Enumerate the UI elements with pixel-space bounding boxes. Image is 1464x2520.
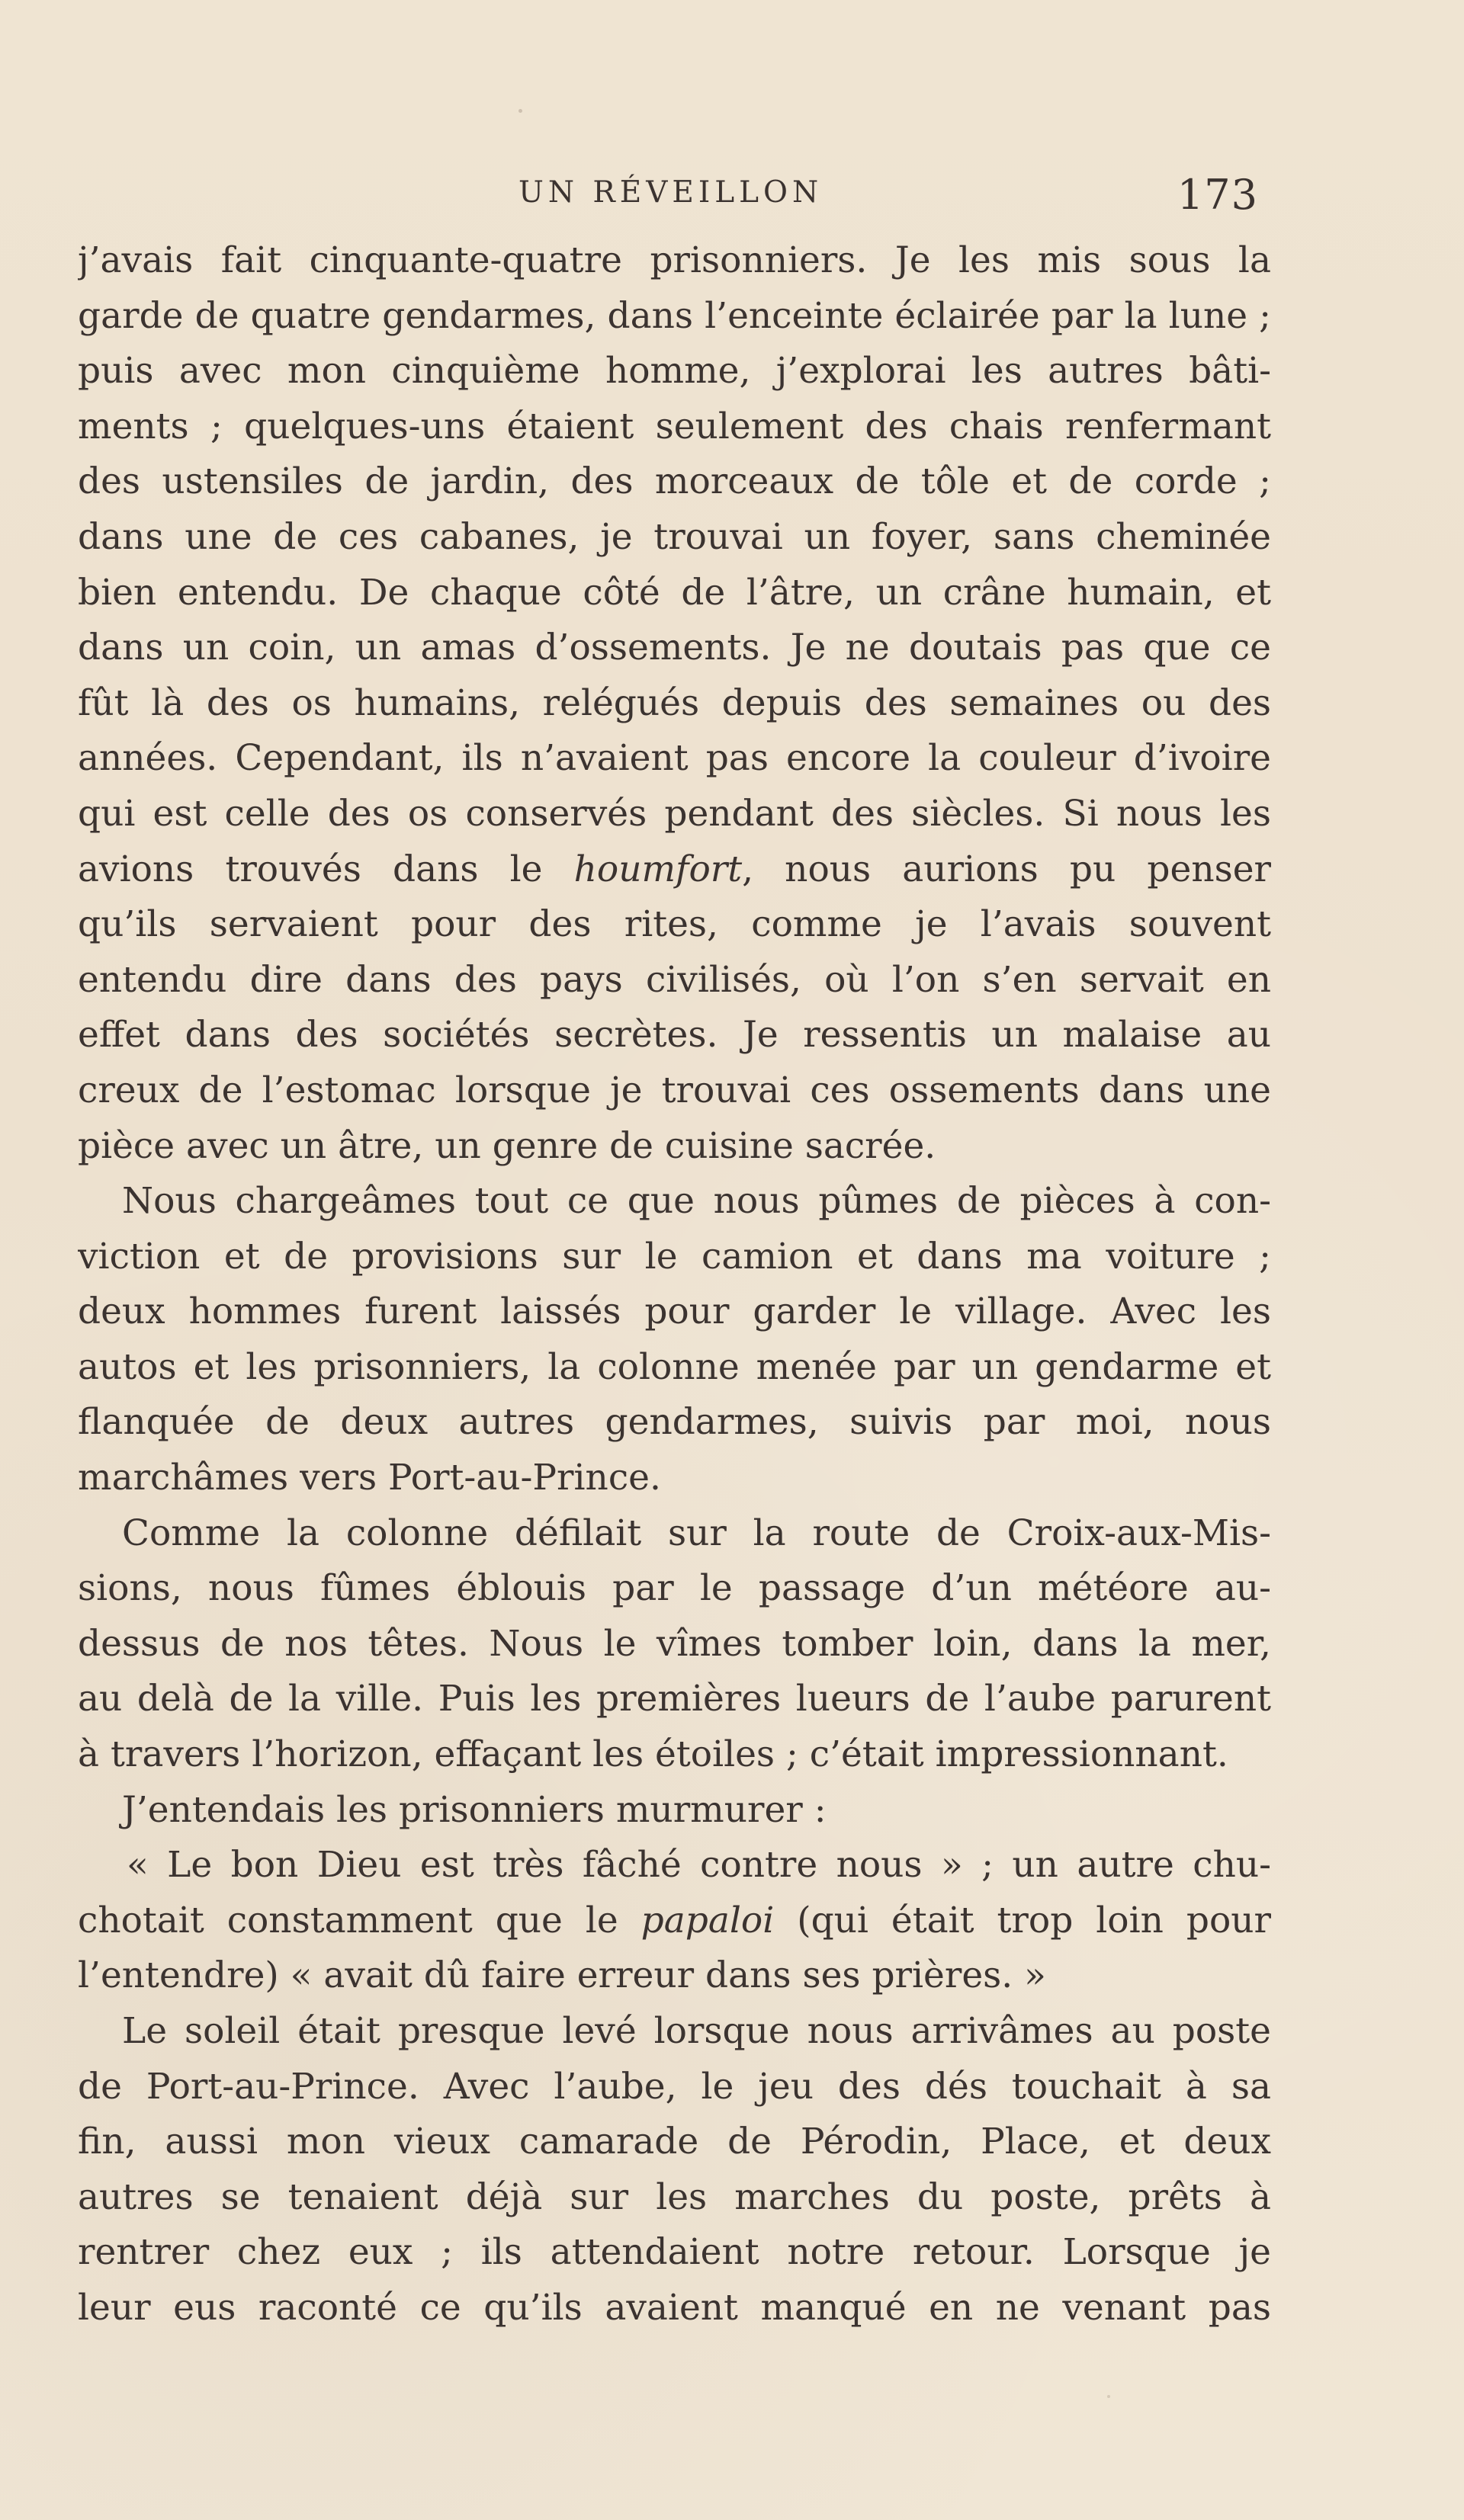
text-segment: chotait constamment que le: [78, 1899, 641, 1941]
text-line: [78, 1893, 1271, 1949]
text-segment: Comme la colonne défilait sur la route de Croix-aux-Mis-: [122, 1512, 1271, 1554]
text-line: [78, 1506, 1271, 1562]
text-line: [78, 2281, 1271, 2336]
text-line: [78, 1119, 1271, 1175]
text-segment: flanquée de deux autres gendarmes, suivis par moi, nous: [78, 1401, 1271, 1444]
text-segment: dans un coin, un amas d’ossements. Je ne doutais pas que ce: [78, 627, 1271, 669]
text-line: [78, 842, 1271, 898]
text-line: [78, 2004, 1271, 2060]
text-segment: rentrer chez eux ; ils attendaient notre retour. Lorsque je: [78, 2231, 1271, 2274]
text-segment: ments ; quelques-uns étaient seulement des chais renfermant: [78, 405, 1271, 447]
text-segment: années. Cependant, ils n’avaient pas encore la couleur d’ivoire: [78, 737, 1271, 780]
text-segment: l’entendre) « avait dû faire erreur dans ses prières. »: [78, 1954, 1046, 1997]
text-line: [78, 1395, 1271, 1451]
italic-word: houmfort: [573, 848, 743, 890]
text-segment: avions trouvés dans le: [78, 848, 574, 890]
text-segment: Le soleil était presque levé lorsque nous arrivâmes au poste: [122, 2010, 1271, 2052]
text-line: [78, 510, 1271, 566]
text-line: [78, 1672, 1271, 1727]
text-line: [78, 1230, 1271, 1285]
text-line: [78, 787, 1271, 842]
text-segment: qu’ils servaient pour des rites, comme je l’avais souvent: [78, 903, 1271, 946]
text-segment: creux de l’estomac lorsque je trouvai ces ossements dans une: [78, 1069, 1271, 1111]
text-line: [78, 731, 1271, 787]
text-line: [78, 2114, 1271, 2170]
text-line: [78, 566, 1271, 621]
text-line: [78, 1174, 1271, 1230]
text-segment: fin, aussi mon vieux camarade de Pérodin, Place, et deux: [78, 2121, 1271, 2163]
text-segment: (qui était trop loin pour: [774, 1899, 1271, 1941]
text-segment: entendu dire dans des pays civilisés, où l’on s’en servait en: [78, 958, 1271, 1001]
text-line: [78, 1617, 1271, 1672]
paper-speck: [518, 109, 522, 113]
text-line: [78, 1948, 1271, 2004]
text-segment: autos et les prisonniers, la colonne menée par un gendarme et: [78, 1345, 1271, 1388]
text-line: [78, 233, 1271, 289]
text-line: [78, 953, 1271, 1008]
text-segment: Nous chargeâmes tout ce que nous pûmes de pièces à con-: [122, 1180, 1271, 1223]
italic-word: papaloi: [640, 1899, 775, 1941]
text-segment: puis avec mon cinquième homme, j’explorai les autres bâti-: [78, 350, 1271, 393]
text-segment: dans une de ces cabanes, je trouvai un foyer, sans cheminée: [78, 515, 1271, 558]
text-segment: sions, nous fûmes éblouis par le passage d’un météore au-: [78, 1567, 1271, 1610]
text-segment: viction et de provisions sur le camion et dans ma voiture ;: [78, 1235, 1271, 1278]
text-line: [78, 454, 1271, 510]
text-line: [78, 399, 1271, 455]
text-segment: des ustensiles de jardin, des morceaux de tôle et de corde ;: [78, 460, 1271, 503]
text-segment: de Port-au-Prince. Avec l’aube, le jeu des dés touchait à sa: [78, 2065, 1271, 2108]
text-segment: marchâmes vers Port-au-Prince.: [78, 1457, 661, 1499]
text-segment: , nous aurions pu penser: [742, 848, 1271, 890]
text-segment: garde de quatre gendarmes, dans l’enceinte éclairée par la lune ;: [78, 294, 1271, 337]
text-line: [78, 620, 1271, 676]
running-header: [84, 171, 1258, 224]
text-segment: fût là des os humains, relégués depuis des semaines ou des: [78, 681, 1271, 724]
text-line: [78, 2170, 1271, 2226]
paper-speck: [1107, 2395, 1110, 2398]
text-segment: pièce avec un âtre, un genre de cuisine sacrée.: [78, 1124, 936, 1167]
text-segment: J’entendais les prisonniers murmurer :: [122, 1788, 827, 1831]
text-line: [78, 1727, 1271, 1783]
text-segment: autres se tenaient déjà sur les marches du poste, prêts à: [78, 2175, 1271, 2218]
text-segment: au delà de la ville. Puis les premières lueurs de l’aube parurent: [78, 1678, 1271, 1720]
text-line: [78, 344, 1271, 399]
text-segment: effet dans des sociétés secrètes. Je ressentis un malaise au: [78, 1014, 1271, 1056]
body-text: [78, 233, 1271, 2336]
text-line: [78, 1561, 1271, 1617]
text-segment: dessus de nos têtes. Nous le vîmes tomber loin, dans la mer,: [78, 1622, 1271, 1665]
text-segment: à travers l’horizon, effaçant les étoiles ; c’était impressionnant.: [78, 1733, 1228, 1776]
text-line: [78, 1008, 1271, 1063]
text-line: [78, 897, 1271, 953]
text-line: [78, 1783, 1271, 1839]
text-line: [78, 2060, 1271, 2115]
text-line: [78, 2225, 1271, 2281]
text-line: [78, 676, 1271, 732]
chapter-title: UN RÉVEILLON: [518, 175, 824, 210]
text-line: [78, 1340, 1271, 1396]
text-segment: qui est celle des os conservés pendant des siècles. Si nous les: [78, 792, 1271, 835]
text-line: [78, 289, 1271, 345]
text-line: [78, 1063, 1271, 1119]
text-line: [78, 1838, 1271, 1893]
text-line: [78, 1451, 1271, 1506]
text-segment: bien entendu. De chaque côté de l’âtre, un crâne humain, et: [78, 571, 1271, 614]
text-segment: j’avais fait cinquante-quatre prisonniers. Je les mis sous la: [78, 239, 1271, 281]
text-segment: leur eus raconté ce qu’ils avaient manqué en ne venant pas: [78, 2286, 1271, 2329]
text-line: [78, 1284, 1271, 1340]
text-segment: « Le bon Dieu est très fâché contre nous » ; un autre chu-: [127, 1844, 1271, 1887]
page-number: 173: [1177, 171, 1258, 219]
text-segment: deux hommes furent laissés pour garder le village. Avec les: [78, 1290, 1271, 1333]
